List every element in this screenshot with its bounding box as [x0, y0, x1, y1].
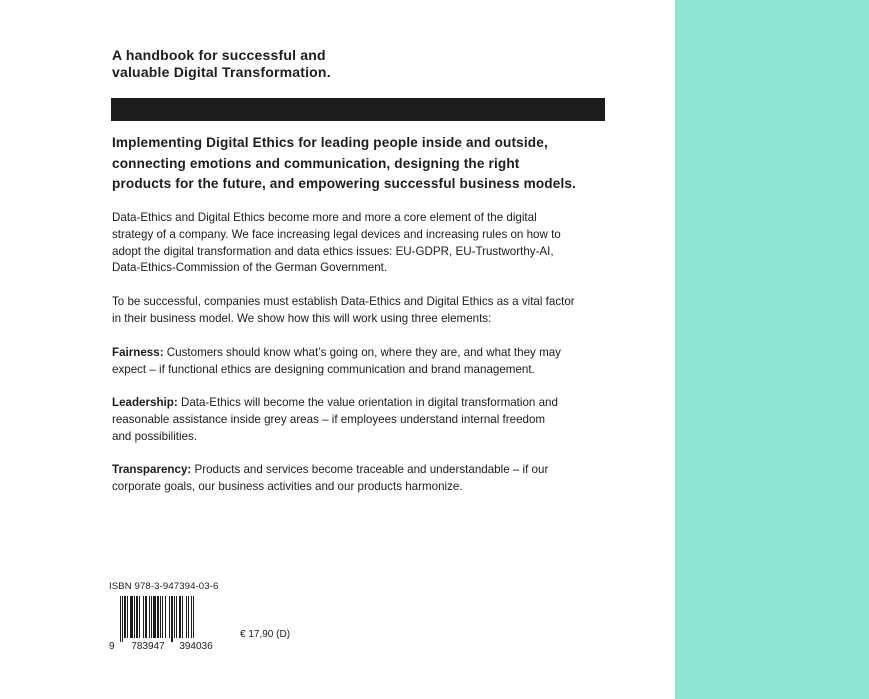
barcode-bar: [186, 596, 187, 638]
isbn-label: ISBN 978-3-947394-03-6: [109, 581, 219, 592]
barcode-bar: [130, 596, 133, 638]
barcode-bar: [182, 596, 183, 638]
barcode-bar: [157, 596, 159, 638]
intro-line: adopt the digital transformation and data ethics issues: EU-GDPR, EU-Trustworthy-AI,: [112, 244, 554, 258]
barcode-bar: [179, 596, 181, 638]
barcode-bar: [136, 596, 138, 638]
lead-line: products for the future, and empowering successful business models.: [112, 176, 577, 191]
transparency-term: Transparency:: [112, 463, 192, 476]
intro-line: strategy of a company. We face increasing legal devices and increasing rules on how to: [112, 227, 561, 241]
barcode-digits-left: 783947: [131, 641, 165, 651]
barcode-bar: [139, 596, 140, 638]
barcode-bar: [134, 596, 135, 638]
fairness-line: [112, 345, 612, 362]
barcode-digit-prefix: 9: [109, 641, 115, 651]
success-line: To be successful, companies must establish Data-Ethics and Digital Ethics as a vital factor: [112, 295, 575, 308]
isbn-barcode: [108, 595, 230, 651]
barcode-bar: [151, 596, 152, 638]
barcode-bar: [160, 596, 161, 638]
leadership-paragraph: [112, 395, 612, 445]
barcode-bar: [127, 596, 128, 638]
barcode-bar: [169, 596, 170, 638]
barcode-bar: [171, 596, 173, 642]
price-label: € 17,90 (D): [240, 629, 291, 640]
fairness-term: Fairness:: [112, 346, 164, 359]
barcode-bar: [174, 596, 175, 638]
tagline-line: valuable Digital Transformation.: [112, 64, 331, 80]
barcode-bar: [165, 596, 166, 638]
intro-line: Data-Ethics-Commission of the German Government.: [112, 261, 388, 275]
book-spine-panel: [675, 0, 869, 699]
barcode-bar: [193, 596, 194, 638]
leadership-line: reasonable assistance inside grey areas – if employees understand internal freedom: [112, 412, 546, 426]
barcode-bar: [120, 596, 121, 642]
barcode-digits-right: 394036: [179, 641, 213, 651]
barcode-bar: [143, 596, 144, 638]
transparency-line: [112, 462, 612, 479]
intro-paragraph: [112, 210, 612, 277]
barcode-bars: [120, 596, 194, 642]
leadership-text: Data-Ethics will become the value orientation in digital transformation and: [177, 396, 558, 409]
barcode-bar: [149, 596, 150, 638]
transparency-text: Products and services become traceable and understandable – if our: [191, 463, 549, 476]
fairness-line: expect – if functional ethics are designing communication and brand management.: [112, 362, 535, 376]
barcode-bar: [145, 596, 147, 638]
barcode-bar: [162, 596, 163, 638]
success-line: in their business model. We show how this will work using three elements:: [112, 311, 492, 325]
lead-paragraph: [112, 133, 608, 195]
leadership-line: and possibilities.: [112, 429, 198, 443]
barcode-bar: [122, 596, 123, 642]
tagline: [112, 47, 512, 81]
black-band: [111, 98, 605, 121]
lead-line: connecting emotions and communication, designing the right: [112, 155, 520, 171]
fairness-paragraph: [112, 345, 612, 379]
transparency-paragraph: [112, 462, 612, 496]
barcode-bar: [191, 596, 192, 638]
intro-line: Data-Ethics and Digital Ethics become more and more a core element of the digital: [112, 211, 537, 224]
fairness-text: Customers should know what’s going on, where they are, and what they may: [163, 346, 561, 359]
barcode-bar: [124, 596, 126, 638]
transparency-line: corporate goals, our business activities and our products harmonize.: [112, 479, 463, 493]
barcode-bar: [176, 596, 177, 638]
leadership-term: Leadership:: [112, 396, 178, 409]
tagline-line: A handbook for successful and: [112, 47, 326, 63]
success-paragraph: [112, 294, 612, 328]
barcode-bar: [153, 596, 156, 638]
barcode-bar: [188, 596, 189, 638]
leadership-line: [112, 395, 612, 412]
lead-line: Implementing Digital Ethics for leading people inside and outside,: [112, 135, 548, 150]
